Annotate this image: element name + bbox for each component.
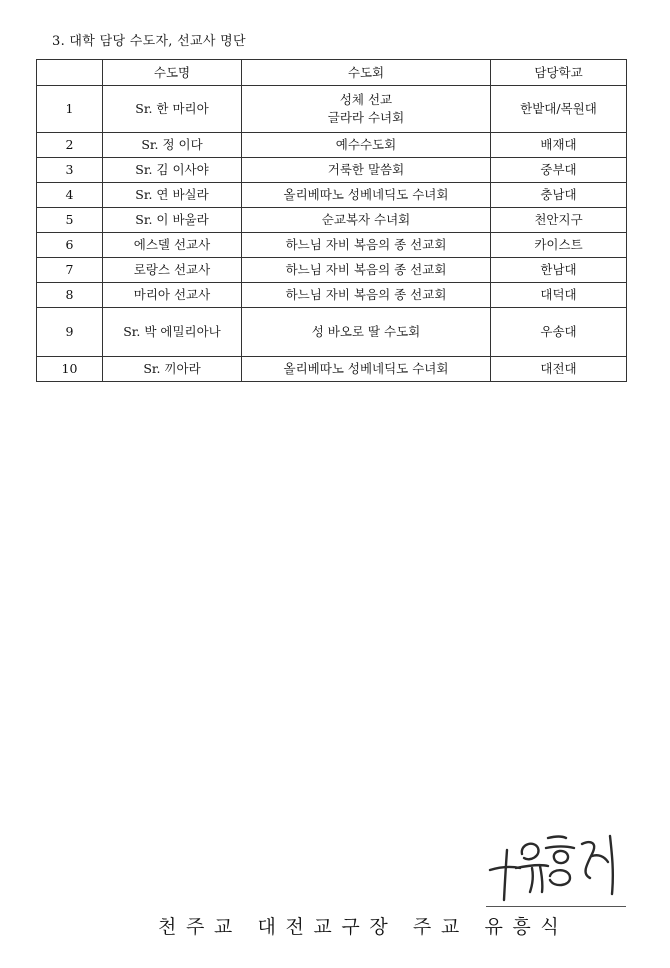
row-school: 배재대 bbox=[491, 133, 627, 158]
row-religious-name: 에스델 선교사 bbox=[103, 233, 242, 258]
section-title: 3. 대학 담당 수도자, 선교사 명단 bbox=[52, 34, 246, 49]
table-row bbox=[37, 258, 627, 283]
row-congregation: 하느님 자비 복음의 종 선교회 bbox=[242, 258, 491, 283]
row-congregation: 올리베따노 성베네딕도 수녀회 bbox=[242, 183, 491, 208]
table-row bbox=[37, 183, 627, 208]
row-religious-name: 마리아 선교사 bbox=[103, 283, 242, 308]
row-number: 9 bbox=[37, 308, 103, 357]
row-number: 8 bbox=[37, 283, 103, 308]
row-religious-name: Sr. 연 바실라 bbox=[103, 183, 242, 208]
row-religious-name: Sr. 정 이다 bbox=[103, 133, 242, 158]
row-religious-name: Sr. 한 마리아 bbox=[103, 86, 242, 133]
table-row bbox=[37, 283, 627, 308]
congregation-line: 성체 선교 bbox=[339, 92, 393, 107]
table-row bbox=[37, 158, 627, 183]
row-number: 1 bbox=[37, 86, 103, 133]
row-congregation: 올리베따노 성베네딕도 수녀회 bbox=[242, 357, 491, 382]
row-school: 우송대 bbox=[491, 308, 627, 357]
row-number: 6 bbox=[37, 233, 103, 258]
row-congregation: 하느님 자비 복음의 종 선교회 bbox=[242, 283, 491, 308]
table-row bbox=[37, 133, 627, 158]
row-school: 한밭대/목원대 bbox=[491, 86, 627, 133]
row-school: 천안지구 bbox=[491, 208, 627, 233]
row-congregation bbox=[242, 86, 491, 133]
row-congregation: 순교복자 수녀회 bbox=[242, 208, 491, 233]
row-school: 대덕대 bbox=[491, 283, 627, 308]
congregation-line: 글라라 수녀회 bbox=[327, 110, 405, 125]
row-congregation: 거룩한 말씀회 bbox=[242, 158, 491, 183]
row-religious-name: 로랑스 선교사 bbox=[103, 258, 242, 283]
row-congregation: 예수수도회 bbox=[242, 133, 491, 158]
table-header-row bbox=[37, 60, 627, 86]
row-school: 충남대 bbox=[491, 183, 627, 208]
table-row bbox=[37, 86, 627, 133]
roster-table bbox=[36, 59, 627, 382]
table-row bbox=[37, 308, 627, 357]
table-row bbox=[37, 357, 627, 382]
header-school: 담당학교 bbox=[491, 60, 627, 86]
row-school: 대전대 bbox=[491, 357, 627, 382]
header-religious-name: 수도명 bbox=[103, 60, 242, 86]
table-row bbox=[37, 233, 627, 258]
row-number: 10 bbox=[37, 357, 103, 382]
row-school: 한남대 bbox=[491, 258, 627, 283]
header-congregation: 수도회 bbox=[242, 60, 491, 86]
row-religious-name: Sr. 박 에밀리아나 bbox=[103, 308, 242, 357]
header-number bbox=[37, 60, 103, 86]
row-number: 4 bbox=[37, 183, 103, 208]
row-school: 중부대 bbox=[491, 158, 627, 183]
row-number: 7 bbox=[37, 258, 103, 283]
signer-line: 천주교 대전교구장 주교 유흥식 bbox=[158, 916, 569, 938]
row-number: 3 bbox=[37, 158, 103, 183]
row-religious-name: Sr. 이 바울라 bbox=[103, 208, 242, 233]
signature-underline bbox=[486, 906, 626, 907]
row-religious-name: Sr. 김 이사야 bbox=[103, 158, 242, 183]
row-school: 카이스트 bbox=[491, 233, 627, 258]
row-number: 5 bbox=[37, 208, 103, 233]
row-religious-name: Sr. 끼아라 bbox=[103, 357, 242, 382]
row-congregation: 하느님 자비 복음의 종 선교회 bbox=[242, 233, 491, 258]
table-row bbox=[37, 208, 627, 233]
row-number: 2 bbox=[37, 133, 103, 158]
handwritten-signature bbox=[486, 824, 626, 910]
row-congregation: 성 바오로 딸 수도회 bbox=[242, 308, 491, 357]
